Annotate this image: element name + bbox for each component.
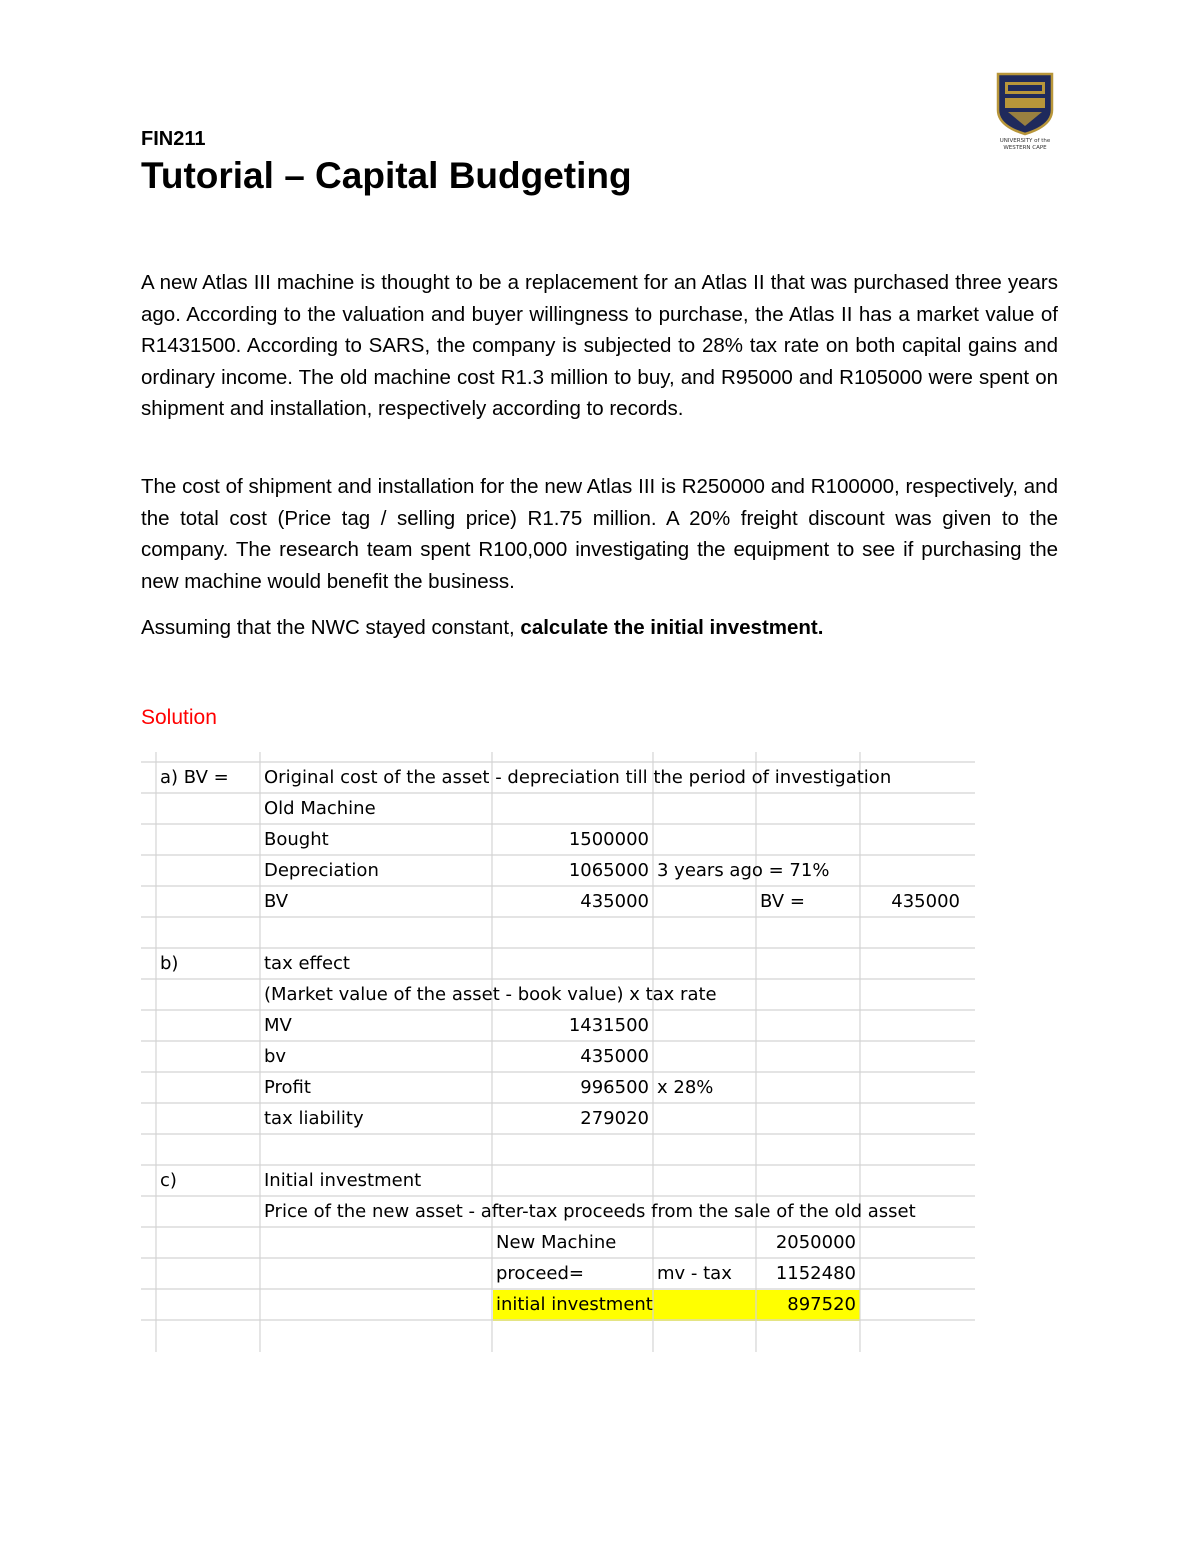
cell-tax-effect: tax effect <box>264 953 350 974</box>
cell-tax-liability-value: 279020 <box>580 1108 649 1129</box>
problem-paragraph-2: The cost of shipment and installation for the new Atlas III is R250000 and R100000, respectively, and the total cost (Price tag / selling price) R1.75 million. A 20% freight discount was given to the company. The research team spent R100,000 investigating the equipment to see if purchasing the new machine would benefit the business. <box>141 475 1058 593</box>
cell-mv-value: 1431500 <box>568 1015 649 1036</box>
cell-bought-value: 1500000 <box>568 829 649 850</box>
cell-depreciation-note: 3 years ago = 71% <box>657 860 830 881</box>
problem-paragraph-3 <box>141 612 1058 644</box>
cell-new-machine-value: 2050000 <box>775 1232 856 1253</box>
cell-old-machine: Old Machine <box>264 798 376 819</box>
cell-tax-formula: (Market value of the asset - book value) x tax rate <box>264 984 717 1005</box>
cell-bv-formula: Original cost of the asset - depreciation till the period of investigation <box>264 767 892 788</box>
course-code: FIN211 <box>141 128 206 150</box>
cell-c-label: c) <box>160 1170 177 1191</box>
cell-book-value-label: bv <box>264 1046 287 1067</box>
cell-depreciation-label: Depreciation <box>264 860 379 881</box>
university-logo <box>990 72 1060 152</box>
cell-bv-value: 435000 <box>580 891 649 912</box>
university-crest-icon <box>990 72 1060 152</box>
cell-profit-value: 996500 <box>580 1077 649 1098</box>
page-title: Tutorial – Capital Budgeting <box>141 155 632 196</box>
cell-tax-liability-label: tax liability <box>264 1108 364 1129</box>
solution-spreadsheet <box>141 752 975 1352</box>
problem-instruction: Assuming that the NWC stayed constant, <box>141 616 521 639</box>
cell-new-machine-label: New Machine <box>496 1232 617 1253</box>
cell-tax-rate: x 28% <box>657 1077 714 1098</box>
solution-label: Solution <box>141 706 217 729</box>
cell-proceed-formula: mv - tax <box>657 1263 732 1284</box>
svg-text:UNIVERSITY of the: UNIVERSITY of the <box>999 138 1051 144</box>
cell-book-value: 435000 <box>580 1046 649 1067</box>
problem-paragraph-1: A new Atlas III machine is thought to be a replacement for an Atlas II that was purchased three years ago. According to the valuation and buyer willingness to purchase, the Atlas II has a market value of R1431500. According to SARS, the company is subjected to 28% tax rate on both capital gains and ordinary income. The old machine cost R1.3 million to buy, and R95000 and R105000 were spent on shipment and installation, respectively according to records. <box>141 271 1058 420</box>
cell-profit-label: Profit <box>264 1077 311 1098</box>
cell-initial-investment-value: 897520 <box>787 1294 856 1315</box>
problem-task: calculate the initial investment. <box>520 616 824 639</box>
cell-proceed-value: 1152480 <box>775 1263 856 1284</box>
cell-investment-formula: Price of the new asset - after-tax proceeds from the sale of the old asset <box>264 1201 916 1222</box>
cell-b-label: b) <box>160 953 179 974</box>
cell-bv-label: BV <box>264 891 289 912</box>
cell-mv-label: MV <box>264 1015 292 1036</box>
cell-bought-label: Bought <box>264 829 329 850</box>
cell-depreciation-value: 1065000 <box>568 860 649 881</box>
cell-proceed-label: proceed= <box>496 1263 584 1284</box>
cell-initial-investment-label: initial investment <box>496 1294 653 1315</box>
cell-a-bv-label: a) BV = <box>160 767 229 788</box>
cell-initial-investment-heading: Initial investment <box>264 1170 422 1191</box>
svg-text:WESTERN CAPE: WESTERN CAPE <box>1003 145 1047 151</box>
cell-bv-result-label: BV = <box>760 891 805 912</box>
cell-bv-result-value: 435000 <box>891 891 960 912</box>
